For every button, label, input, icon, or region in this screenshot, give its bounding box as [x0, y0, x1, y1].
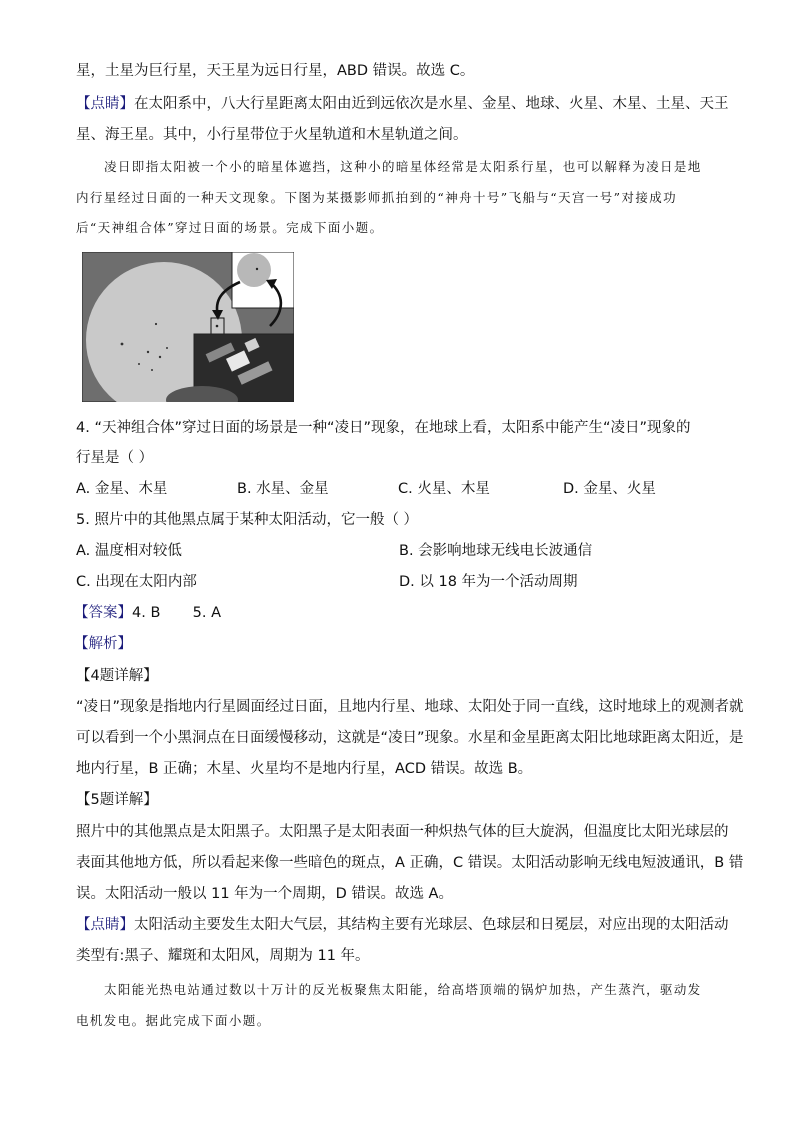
detail-5-tag: 【5题详解】: [76, 792, 158, 808]
text-line: 星，土星为巨行星，天王星为远日行星，ABD 错误。故选 C。: [76, 63, 475, 79]
sunspot: [155, 323, 157, 325]
question-5-stem: 5. 照片中的其他黑点属于某种太阳活动，它一般（ ）: [76, 512, 419, 528]
question-5-option-d: D. 以 18 年为一个活动周期: [399, 574, 578, 590]
tip-2-tag: 【点睛】: [76, 917, 134, 933]
tip-tag: 【点睛】: [76, 96, 134, 112]
sunspot: [121, 343, 124, 346]
sunspot: [147, 351, 149, 353]
question-4-stem: 行星是（ ）: [76, 450, 154, 466]
question-4-stem: 4. “天神组合体”穿过日面的场景是一种“凌日”现象，在地球上看，太阳系中能产生“凌日”现象的: [76, 420, 691, 436]
sunspot: [166, 347, 168, 349]
question-4-option-d: D. 金星、火星: [563, 481, 656, 497]
detail-4-tag: 【4题详解】: [76, 668, 158, 684]
spacecraft-dot: [216, 325, 219, 328]
inset-sun: [237, 253, 271, 287]
question-4-option-a: A. 金星、木星: [76, 481, 168, 497]
passage-line: 凌日即指太阳被一个小的暗星体遮挡，这种小的暗星体经常是太阳系行星，也可以解释为凌日是地: [104, 159, 702, 174]
answer-tag: 【答案】: [74, 605, 132, 621]
transit-photo-figure: [82, 252, 294, 402]
answer-text: 4. B 5. A: [132, 605, 222, 621]
detail-4-line: “凌日”现象是指地内行星圆面经过日面，且地内行星、地球、太阳处于同一直线，这时地球上的观测者就: [76, 699, 744, 715]
next-passage-line: 太阳能光热电站通过数以十万计的反光板聚焦太阳能，给高塔顶端的锅炉加热，产生蒸汽，驱动发: [104, 982, 702, 997]
question-5-option-a: A. 温度相对较低: [76, 543, 182, 559]
analysis-tag: 【解析】: [74, 636, 132, 652]
tip-2-text: 太阳活动主要发生太阳大气层，其结构主要有光球层、色球层和日冕层，对应出现的太阳活动: [134, 917, 729, 933]
tip-2-line: [76, 915, 729, 935]
question-4-option-c: C. 火星、木星: [398, 481, 490, 497]
question-4-option-b: B. 水星、金星: [237, 481, 329, 497]
detail-5-line: 表面其他地方低，所以看起来像一些暗色的斑点，A 正确，C 错误。太阳活动影响无线电短波通讯，B 错: [76, 855, 744, 871]
text-line: 星、海王星。其中，小行星带位于火星轨道和木星轨道之间。: [76, 127, 468, 143]
inset-spacecraft-dot: [256, 268, 258, 270]
answer-line: [74, 603, 221, 623]
question-5-option-c: C. 出现在太阳内部: [76, 574, 197, 590]
passage-line: 后“天神组合体”穿过日面的场景。完成下面小题。: [76, 220, 384, 235]
detail-4-line: 可以看到一个小黑洞点在日面缓慢移动，这就是“凌日”现象。水星和金星距离太阳比地球距离太阳近，是: [76, 730, 744, 746]
tip-2-line: 类型有:黑子、耀斑和太阳风，周期为 11 年。: [76, 948, 370, 964]
text-line: [76, 94, 729, 114]
passage-line: 内行星经过日面的一种天文现象。下图为某摄影师抓拍到的“神舟十号”飞船与“天宫一号”对接成功: [76, 190, 678, 205]
next-passage-line: 电机发电。据此完成下面小题。: [76, 1013, 271, 1028]
detail-4-line: 地内行星，B 正确；木星、火星均不是地内行星，ACD 错误。故选 B。: [76, 761, 533, 777]
detail-5-line: 误。太阳活动一般以 11 年为一个周期，D 错误。故选 A。: [76, 886, 453, 902]
sunspot: [138, 363, 140, 365]
detail-5-line: 照片中的其他黑点是太阳黑子。太阳黑子是太阳表面一种炽热气体的巨大旋涡，但温度比太阳光球层的: [76, 824, 729, 840]
tip-text: 在太阳系中，八大行星距离太阳由近到远依次是水星、金星、地球、火星、木星、土星、天王: [134, 96, 729, 112]
question-5-option-b: B. 会影响地球无线电长波通信: [399, 543, 593, 559]
sunspot: [151, 369, 153, 371]
sunspot: [159, 356, 161, 358]
